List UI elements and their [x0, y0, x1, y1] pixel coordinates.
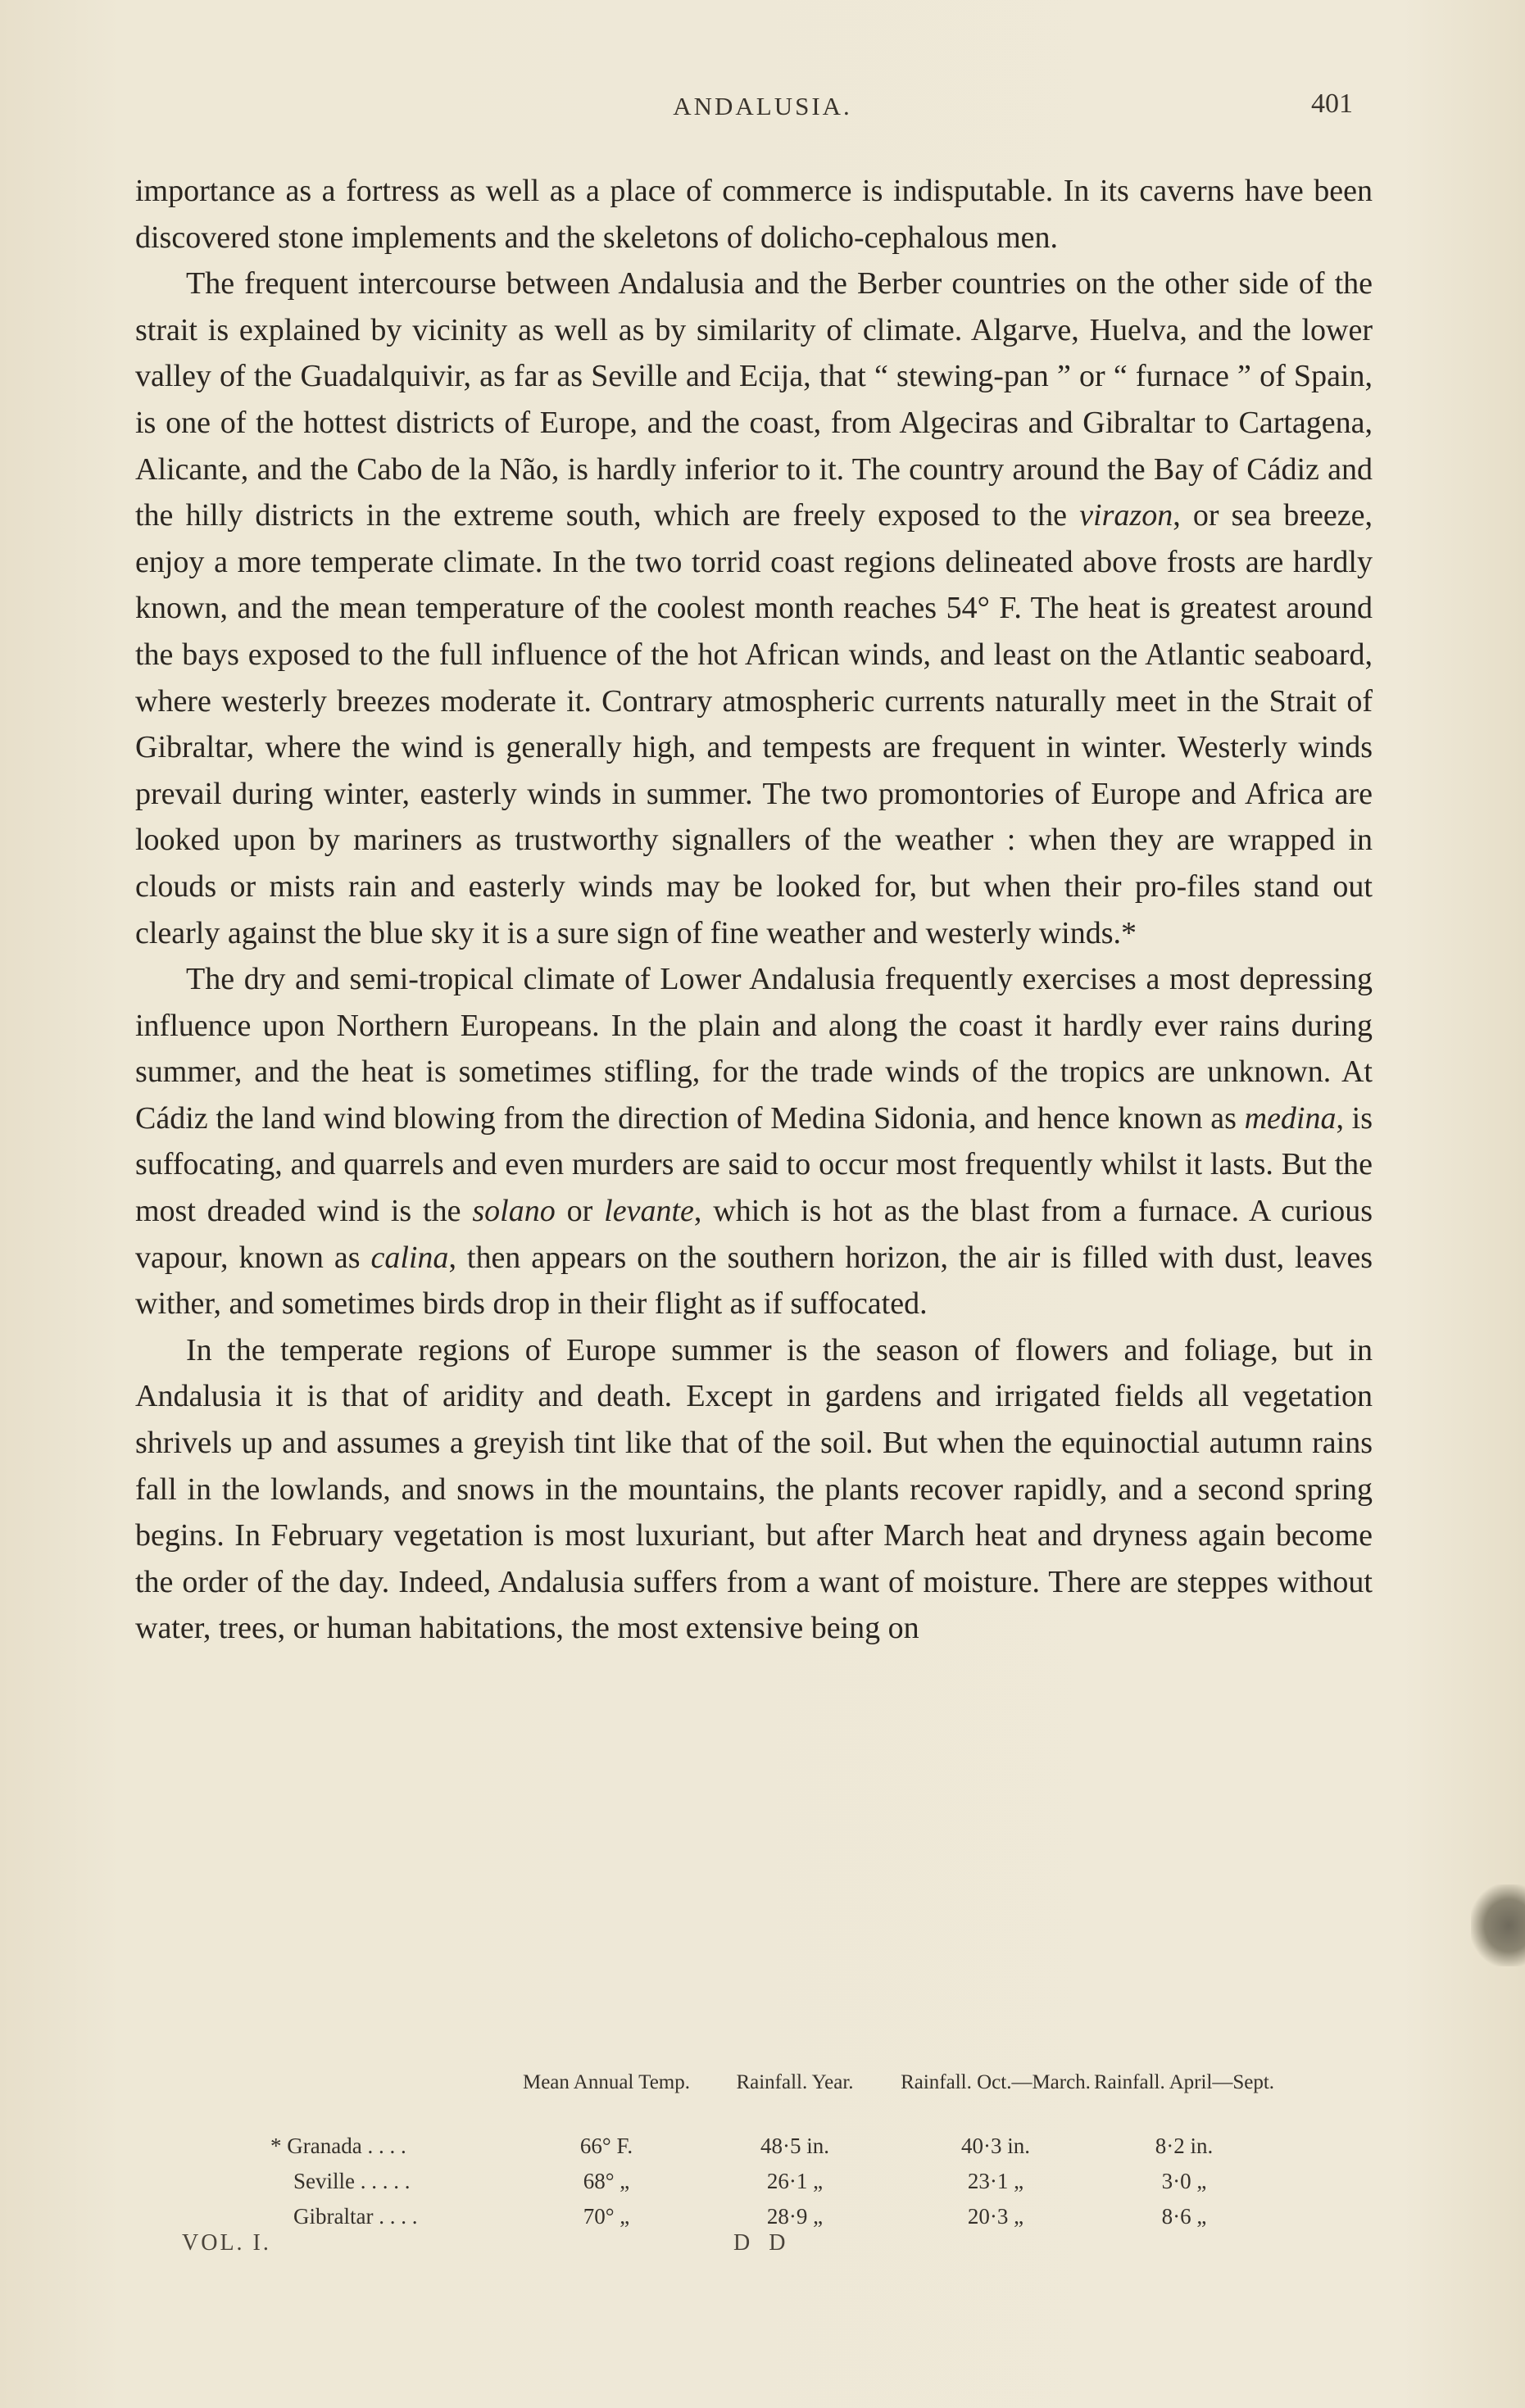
- rain-april-sept-cell: 8·2 in.: [1155, 2134, 1214, 2158]
- header-mean-temp: Mean Annual Temp.: [522, 2071, 690, 2093]
- page-number: 401: [1311, 88, 1353, 119]
- rain-year-cell: 26·1 „: [766, 2169, 824, 2193]
- table-row: [270, 2164, 1254, 2199]
- header-rainfall-april-sept: Rainfall. April—Sept.: [1093, 2071, 1275, 2093]
- paragraph-3: The dry and semi-tropical climate of Lower Andalusia frequently exercises a most depressing influence upon Northern Europeans. In the plain and along the coast it hardly ever rains during summer, and the heat is sometimes stifling, for the trade winds of the tropics are unknown. At Cádiz the land wind blowing from the direction of Medina Sidonia, and hence known as medina, is suffocating, and quarrels and even murders are said to occur most frequently whilst it lasts. But the most dreaded wind is the solano or levante, which is hot as the blast from a furnace. A curious vapour, known as calina, then appears on the southern horizon, the air is filled with dust, leaves wither, and sometimes birds drop in their flight as if suffocated.: [135, 962, 1373, 1322]
- rain-april-sept-cell: 8·6 „: [1161, 2204, 1207, 2229]
- body-text: [135, 168, 1373, 1652]
- paragraph-2: The frequent intercourse between Andalusia and the Berber countries on the other side of the strait is explained by vicinity as well as by similarity of climate. Algarve, Huelva, and the lower valley of the Guadalquivir, as far as Seville and Ecija, that “ stewing-pan ” or “ furnace ” of Spain, is one of the hottest districts of Europe, and the coast, from Algeciras and Gibraltar to Cartagena, Alicante, and the Cabo de la Não, is hardly inferior to it. The country around the Bay of Cádiz and the hilly districts in the extreme south, which are freely exposed to the virazon, or sea breeze, enjoy a more temperate climate. In the two torrid coast regions delineated above frosts are hardly known, and the mean temperature of the coolest month reaches 54° F. The heat is greatest around the bays exposed to the full influence of the hot African winds, and least on the Atlantic seaboard, where westerly breezes moderate it. Contrary atmospheric currents naturally meet in the Strait of Gibraltar, where the wind is generally high, and tempests are frequent in winter. Westerly winds prevail during winter, easterly winds in summer. The two promontories of Europe and Africa are looked upon by mariners as trustworthy signallers of the weather : when they are wrapped in clouds or mists rain and easterly winds may be looked for, but when their pro-files stand out clearly against the blue sky it is a sure sign of fine weather and westerly winds.*: [135, 266, 1373, 950]
- rain-year-cell: 28·9 „: [766, 2204, 824, 2229]
- paragraph-4: In the temperate regions of Europe summer is the season of flowers and foliage, but in Andalusia it is that of aridity and death. Except in gardens and irrigated fields all vegetation shrivels up and assumes a greyish tint like that of the soil. But when the equinoctial autumn rains fall in the lowlands, and snows in the mountains, the plants recover rapidly, and a second spring begins. In February vegetation is most luxuriant, but after March heat and dryness again become the order of the day. Indeed, Andalusia suffers from a want of moisture. There are steppes without water, trees, or human habitations, the most extensive being on: [135, 1332, 1373, 1646]
- paragraph-1: importance as a fortress as well as a place of commerce is indisputable. In its caverns have been discovered stone implements and the skeletons of dolicho-cephalous men.: [135, 174, 1373, 255]
- rain-oct-march-cell: 23·1 „: [967, 2169, 1024, 2193]
- rain-april-sept-cell: 3·0 „: [1161, 2169, 1207, 2193]
- page-edge-stain: [1471, 1884, 1525, 1966]
- header-rainfall-year: Rainfall. Year.: [736, 2071, 854, 2093]
- rain-oct-march-cell: 40·3 in.: [961, 2134, 1030, 2158]
- table-row: [270, 2129, 1254, 2164]
- temp-cell: 66° F.: [579, 2134, 633, 2158]
- climate-footnote-table: [270, 2071, 1275, 2234]
- rain-year-cell: 48·5 in.: [760, 2134, 829, 2158]
- header-rainfall-oct-march: Rainfall. Oct.—March.: [901, 2071, 1091, 2093]
- place-cell: Gibraltar . . . .: [293, 2204, 418, 2229]
- temp-cell: 70° „: [583, 2204, 630, 2229]
- temp-cell: 68° „: [583, 2169, 630, 2193]
- running-header: ANDALUSIA.: [673, 92, 852, 120]
- place-cell: Seville . . . . .: [293, 2169, 411, 2193]
- volume-label: VOL. I.: [182, 2230, 271, 2256]
- signature-mark: D D: [733, 2230, 792, 2256]
- rain-oct-march-cell: 20·3 „: [967, 2204, 1024, 2229]
- table-header-row: [270, 2071, 1275, 2129]
- place-cell: * Granada . . . .: [270, 2134, 406, 2158]
- table-row: [270, 2199, 1254, 2234]
